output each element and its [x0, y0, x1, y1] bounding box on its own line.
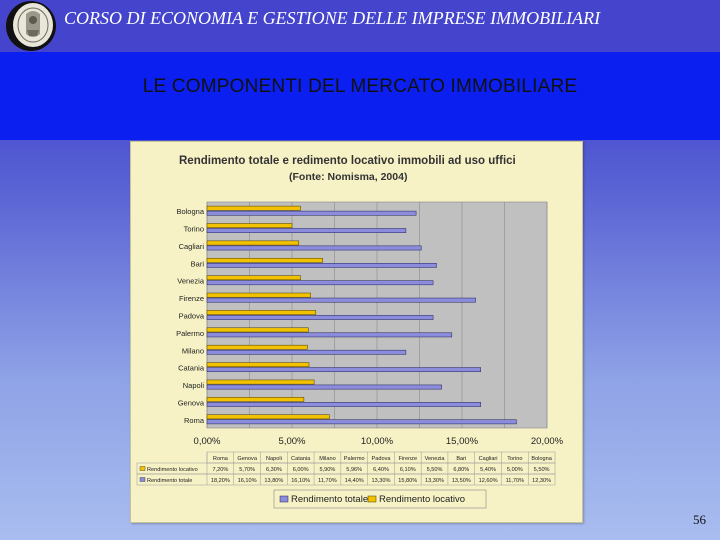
table-legend-key	[140, 467, 145, 471]
category-label: Cagliari	[178, 241, 204, 251]
legend-label-locativo: Rendimento locativo	[379, 494, 466, 505]
x-tick-label: 0,00%	[193, 436, 221, 447]
bar-locativo	[207, 345, 307, 349]
table-cell: 18,20%	[210, 478, 230, 484]
table-header-cell: Venezia	[424, 456, 445, 462]
x-tick-label: 20,00%	[530, 436, 564, 447]
category-label: Torino	[183, 224, 204, 234]
table-cell: 5,96%	[346, 467, 363, 473]
bar-locativo	[207, 380, 314, 384]
bar-locativo	[207, 276, 301, 280]
bar-totale	[207, 333, 452, 337]
category-label: Bari	[190, 259, 204, 269]
bar-locativo	[207, 241, 299, 245]
bar-totale	[207, 246, 421, 250]
table-cell: 16,10%	[291, 478, 311, 484]
table-cell: 13,50%	[451, 478, 471, 484]
table-cell: 12,30%	[532, 478, 552, 484]
table-cell: 6,40%	[373, 467, 389, 473]
category-label: Milano	[181, 346, 204, 356]
table-cell: 13,30%	[425, 478, 445, 484]
bar-totale	[207, 350, 406, 354]
legend-label-totale: Rendimento totale	[291, 494, 369, 505]
bar-totale	[207, 263, 437, 267]
legend-key-locativo	[368, 496, 376, 502]
category-label: Firenze	[178, 294, 204, 304]
category-label: Padova	[178, 311, 204, 321]
table-header-cell: Genova	[237, 456, 257, 462]
table-cell: 11,70%	[505, 478, 525, 484]
table-cell: 7,20%	[212, 467, 229, 473]
table-cell: 5,70%	[239, 467, 256, 473]
table-cell: 15,80%	[398, 478, 418, 484]
table-header-cell: Padova	[371, 456, 391, 462]
header-bar	[0, 0, 720, 52]
bar-totale	[207, 385, 442, 389]
table-cell: 16,10%	[237, 478, 257, 484]
table-row-label: Rendimento totale	[147, 478, 193, 484]
table-cell: 14,40%	[344, 478, 364, 484]
bar-chart	[131, 142, 582, 522]
table-header-cell: Firenze	[398, 456, 418, 462]
category-label: Genova	[177, 398, 204, 408]
bar-locativo	[207, 328, 308, 332]
table-header-cell: Milano	[319, 456, 336, 462]
bar-totale	[207, 298, 476, 302]
page-number: 56	[693, 512, 706, 527]
category-label: Venezia	[177, 276, 204, 286]
bar-totale	[207, 281, 433, 285]
table-cell: 5,50%	[426, 467, 443, 473]
table-header-cell: Cagliari	[478, 456, 498, 462]
table-legend-key	[140, 478, 145, 482]
bar-totale	[207, 420, 516, 424]
bar-totale	[207, 228, 406, 232]
bar-locativo	[207, 206, 301, 210]
x-tick-label: 10,00%	[360, 436, 394, 447]
table-row-label: Rendimento locativo	[147, 467, 198, 473]
bar-locativo	[207, 415, 329, 419]
category-label: Catania	[178, 363, 204, 373]
course-title: CORSO DI ECONOMIA E GESTIONE DELLE IMPRESE IMMOBILIARI	[64, 8, 601, 28]
bar-locativo	[207, 293, 311, 297]
table-cell: 13,80%	[264, 478, 284, 484]
category-label: Napoli	[182, 381, 204, 391]
table-header-cell: Bologna	[531, 456, 552, 462]
slide-title-bar	[0, 52, 720, 140]
legend-key-totale	[280, 496, 288, 502]
slide-title: LE COMPONENTI DEL MERCATO IMMOBILIARE	[142, 76, 578, 97]
table-cell: 13,30%	[371, 478, 391, 484]
chart-subtitle: (Fonte: Nomisma, 2004)	[289, 171, 408, 183]
table-cell: 6,10%	[399, 467, 416, 473]
bar-totale	[207, 315, 433, 319]
bar-locativo	[207, 310, 316, 314]
bar-locativo	[207, 258, 323, 262]
bar-locativo	[207, 397, 304, 401]
category-label: Palermo	[176, 328, 204, 338]
table-cell: 11,70%	[318, 478, 337, 484]
table-cell: 6,80%	[453, 467, 470, 473]
table-header-cell: Roma	[212, 456, 228, 462]
category-label: Bologna	[176, 207, 204, 217]
bar-totale	[207, 402, 481, 406]
table-cell: 12,60%	[478, 478, 498, 484]
table-header-cell: Bari	[456, 456, 467, 462]
table-header-cell: Torino	[507, 456, 523, 462]
category-label: Roma	[183, 415, 204, 425]
bar-totale	[207, 368, 481, 372]
table-header-cell: Palermo	[343, 456, 365, 462]
table-cell: 5,40%	[480, 467, 497, 473]
x-tick-label: 5,00%	[278, 436, 306, 447]
table-cell: 6,30%	[265, 467, 282, 473]
table-cell: 6,00%	[292, 467, 309, 473]
table-cell: 5,90%	[319, 467, 336, 473]
table-header-cell: Catania	[291, 456, 311, 462]
table-cell: 5,50%	[533, 467, 550, 473]
chart-title: Rendimento totale e redimento locativo immobili ad uso uffici	[179, 155, 516, 167]
bar-totale	[207, 211, 416, 215]
bar-locativo	[207, 223, 292, 227]
chart-panel	[130, 141, 583, 523]
table-header-cell: Napoli	[265, 456, 282, 462]
bar-locativo	[207, 363, 309, 367]
university-seal-icon	[2, 0, 56, 52]
x-tick-label: 15,00%	[445, 436, 479, 447]
table-cell: 5,00%	[506, 467, 523, 473]
